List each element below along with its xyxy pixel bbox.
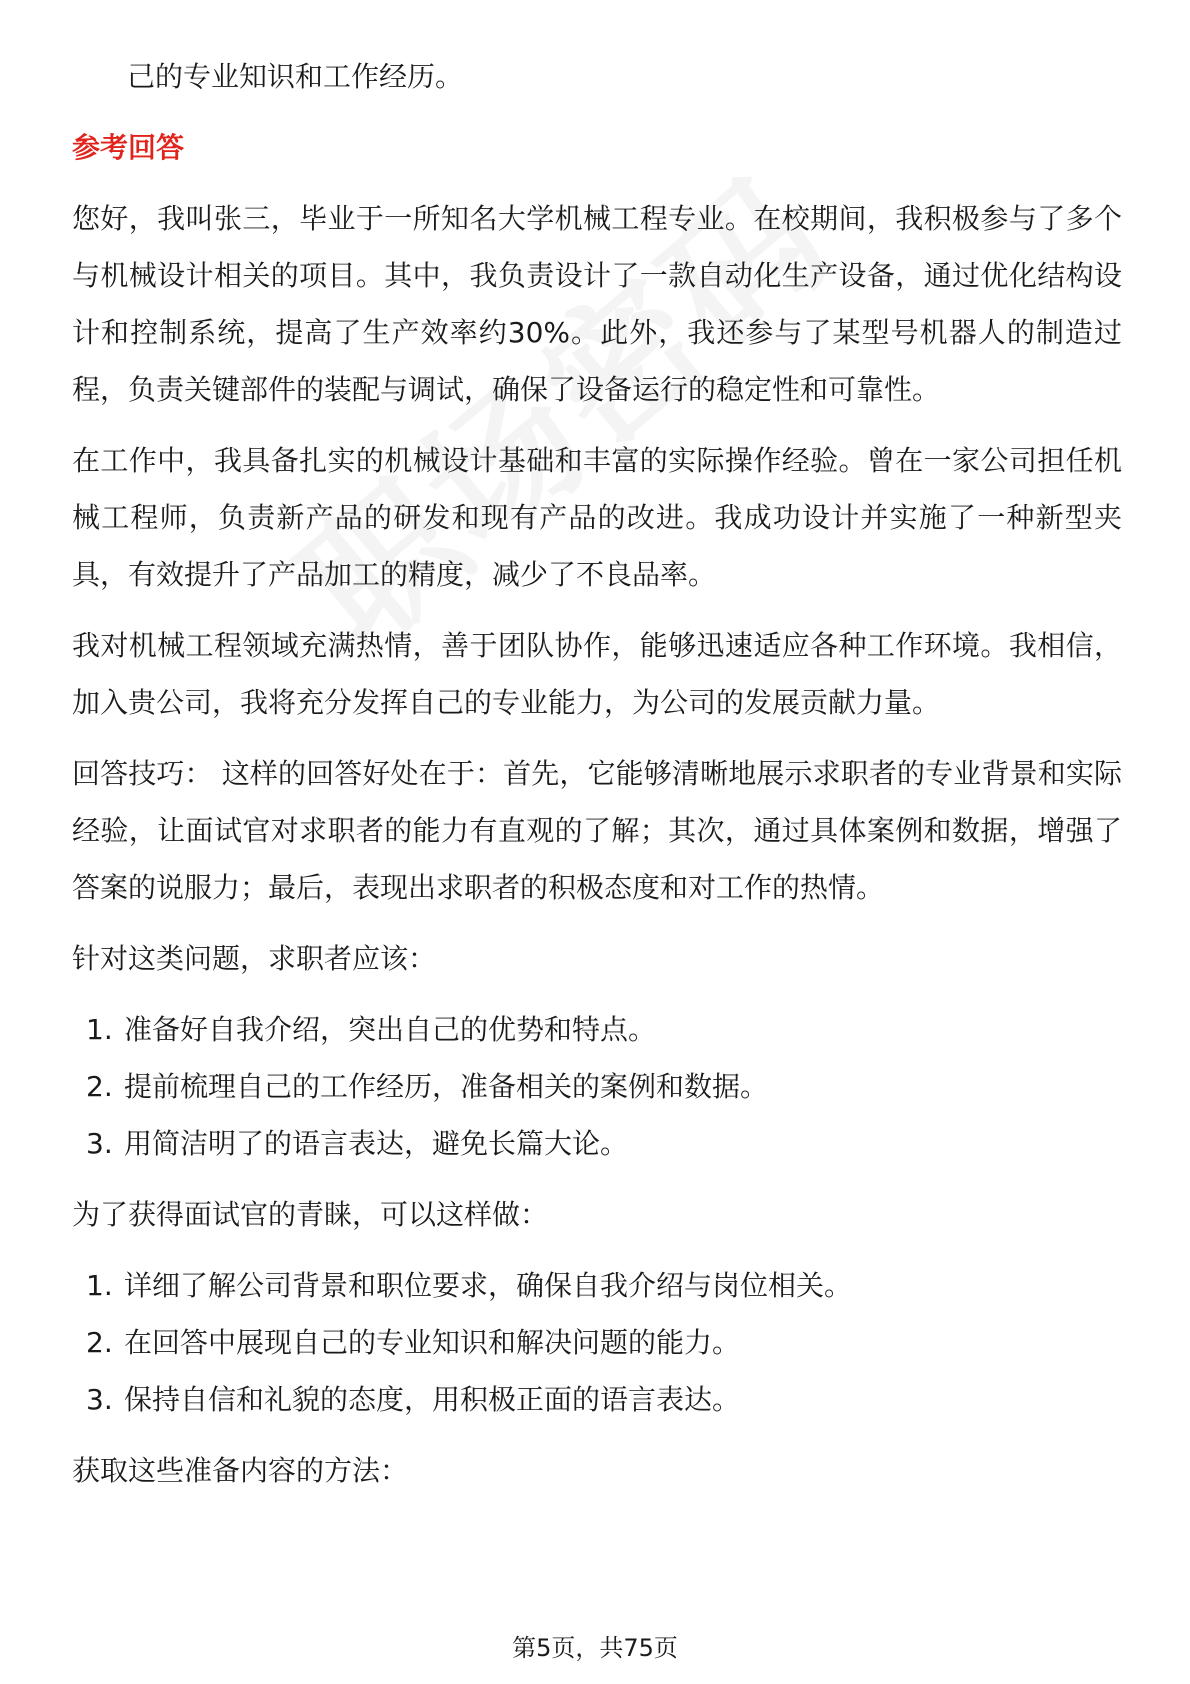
list-item-number: 3. [86,1383,113,1416]
answer-paragraph-1: 您好，我叫张三，毕业于一所知名大学机械工程专业。在校期间，我积极参与了多个与机械设计相关的项目。其中，我负责设计了一款自动化生产设备，通过优化结构设计和控制系统，提高了生产效率约30%。此外，我还参与了某型号机器人的制造过程，负责关键部件的装配与调试，确保了设备运行的稳定性和可靠性。 [72,202,1122,406]
list-item [72,1314,1122,1371]
answer-paragraph-3: 我对机械工程领域充满热情，善于团队协作，能够迅速适应各种工作环境。我相信，加入贵公司，我将充分发挥自己的专业能力，为公司的发展贡献力量。 [72,629,1122,719]
list-item-number: 2. [86,1326,113,1359]
list-item-number: 1. [86,1269,113,1302]
answer-paragraph-2: 在工作中，我具备扎实的机械设计基础和丰富的实际操作经验。曾在一家公司担任机械工程师，负责新产品的研发和现有产品的改进。我成功设计并实施了一种新型夹具，有效提升了产品加工的精度，减少了不良品率。 [72,444,1122,591]
page-number-footer: 第5页，共75页 [512,1634,678,1662]
list-item [72,1058,1122,1115]
list-item [72,1115,1122,1172]
list-item-text: 详细了解公司背景和职位要求，确保自我介绍与岗位相关。 [124,1269,853,1302]
section-3-title: 获取这些准备内容的方法： [72,1454,409,1487]
answer-tips-paragraph: 回答技巧： 这样的回答好处在于：首先，它能够清晰地展示求职者的专业背景和实际经验，让面试官对求职者的能力有直观的了解；其次，通过具体案例和数据，增强了答案的说服力；最后，表现出求职者的积极态度和对工作的热情。 [72,757,1122,904]
list-item [72,1257,1122,1314]
intro-tail-text: 己的专业知识和工作经历。 [127,60,464,93]
list-item-text: 在回答中展现自己的专业知识和解决问题的能力。 [124,1326,741,1359]
list-item-number: 1. [86,1013,113,1046]
answer-heading: 参考回答 [72,131,185,164]
list-item-text: 准备好自我介绍，突出自己的优势和特点。 [124,1013,657,1046]
list-item [72,1001,1122,1058]
page-content [72,48,1122,1499]
list-item-number: 2. [86,1070,113,1103]
section-1-title: 针对这类问题，求职者应该： [72,942,437,975]
list-item-number: 3. [86,1127,113,1160]
list-item-text: 提前梳理自己的工作经历，准备相关的案例和数据。 [124,1070,769,1103]
list-item-text: 用简洁明了的语言表达，避免长篇大论。 [124,1127,629,1160]
section-1-list [72,1001,1122,1172]
section-2-title: 为了获得面试官的青睐，可以这样做： [72,1198,549,1231]
section-2-list [72,1257,1122,1428]
list-item-text: 保持自信和礼貌的态度，用积极正面的语言表达。 [124,1383,741,1416]
list-item [72,1371,1122,1428]
